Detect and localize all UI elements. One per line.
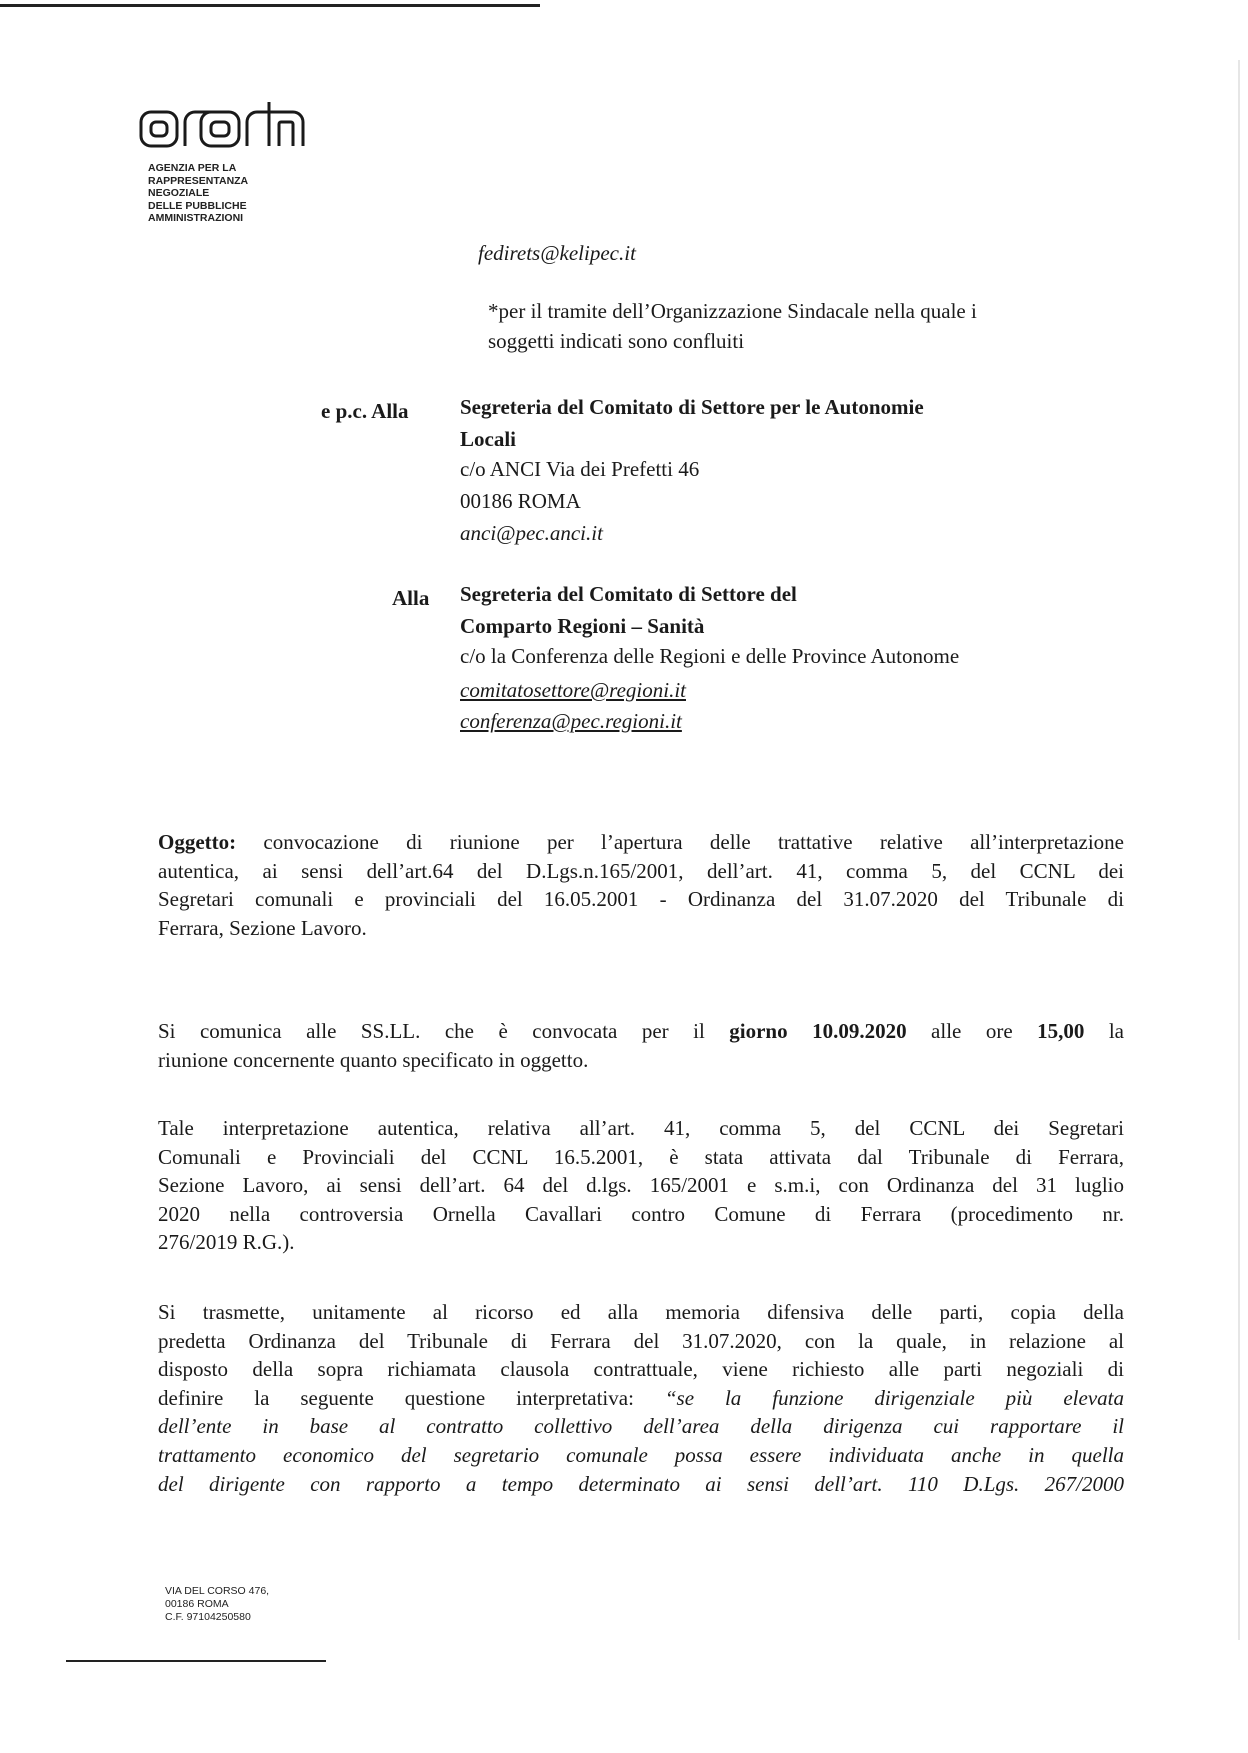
para3-text: definire la seguente questione interpretativa: [158, 1385, 665, 1410]
footer-address [165, 1585, 269, 1624]
quoted-question: “se la funzione dirigenziale più elevata [664, 1385, 1124, 1410]
logo-text: aran [224, 148, 226, 149]
agency-line: RAPPRESENTANZA [148, 174, 249, 187]
epc-label: e p.c. Alla [321, 399, 409, 423]
para1-text: Si comunica alle SS.LL. che è convocata per il [158, 1019, 730, 1043]
note-line: *per il tramite dell’Organizzazione Sindacale nella quale i [488, 299, 977, 323]
para2-text: 276/2019 R.G.). [158, 1230, 295, 1255]
footer-line: VIA DEL CORSO 476, [165, 1585, 270, 1597]
para2-text: Sezione Lavoro, ai sensi dell’art. 64 del d.lgs. 165/2001 e s.m.i, con Ordinanza del 31 luglio [158, 1173, 1124, 1198]
meeting-time: 15,00 [1037, 1019, 1085, 1043]
aran-logo [139, 98, 309, 150]
scan-edge [1238, 60, 1240, 1640]
note-line: soggetti indicati sono confluiti [488, 329, 745, 353]
para3-text: predetta Ordinanza del Tribunale di Ferrara del 31.07.2020, con la quale, in relazione al [158, 1328, 1124, 1353]
para3-text: Si trasmette, unitamente al ricorso ed alla memoria difensiva delle parti, copia della [158, 1300, 1124, 1324]
subject-paragraph [158, 828, 1124, 942]
subject-label: Oggetto: [158, 830, 237, 854]
subject-text: Segretari comunali e provinciali del 16.05.2001 - Ordinanza del 31.07.2020 del Tribunale di [158, 887, 1124, 912]
quoted-question: trattamento economico del segretario comunale possa essere individuata anche in quella [158, 1442, 1124, 1467]
recipient2-title: Segreteria del Comitato di Settore del [460, 582, 797, 606]
recipient1-title: Segreteria del Comitato di Settore per le Autonomie [460, 395, 924, 419]
alla-label: Alla [392, 586, 430, 610]
recipient1-address: c/o ANCI Via dei Prefetti 46 [460, 457, 700, 481]
meeting-date: giorno 10.09.2020 [729, 1019, 907, 1043]
agency-line: AGENZIA PER LA [148, 162, 237, 174]
para2-text: Tale interpretazione autentica, relativa all’art. 41, comma 5, del CCNL dei Segretari [158, 1116, 1124, 1140]
footer-line: 00186 ROMA [165, 1598, 229, 1610]
para2-text: 2020 nella controversia Ornella Cavallari contro Comune di Ferrara (procedimento nr. [158, 1201, 1124, 1226]
quoted-question: del dirigente con rapporto a tempo determinato ai sensi dell’art. 110 D.Lgs. 267/2000 [158, 1471, 1124, 1496]
para3-text: disposto della sopra richiamata clausola contrattuale, viene richiesto alle parti negoziali di [158, 1357, 1124, 1382]
top-rule [0, 4, 540, 7]
email-fedirets[interactable]: fedirets@kelipec.it [478, 241, 636, 265]
recipient2-title: Comparto Regioni – Sanità [460, 614, 705, 638]
body-paragraph-3 [158, 1298, 1124, 1498]
para1-text: riunione concernente quanto specificato in oggetto. [158, 1047, 589, 1072]
body-paragraph-1 [158, 1017, 1124, 1074]
agency-name [148, 162, 248, 225]
email-comitatosettore[interactable]: comitatosettore@regioni.it [460, 678, 686, 702]
recipient1-title: Locali [460, 427, 516, 451]
email-conferenza[interactable]: conferenza@pec.regioni.it [460, 709, 682, 733]
recipient1-city: 00186 ROMA [460, 489, 581, 513]
email-anci[interactable]: anci@pec.anci.it [460, 521, 603, 545]
agency-line: AMMINISTRAZIONI [148, 212, 244, 224]
agency-line: DELLE PUBBLICHE [148, 199, 247, 212]
subject-text: Ferrara, Sezione Lavoro. [158, 915, 367, 940]
agency-line: NEGOZIALE [148, 187, 210, 199]
footer-line: C.F. 97104250580 [165, 1611, 251, 1623]
bottom-rule [66, 1660, 326, 1662]
body-paragraph-2 [158, 1114, 1124, 1257]
subject-text: autentica, ai sensi dell’art.64 del D.Lgs.n.165/2001, dell’art. 41, comma 5, del CCNL dei [158, 858, 1124, 883]
recipient2-address: c/o la Conferenza delle Regioni e delle Province Autonome [460, 644, 960, 668]
subject-text: convocazione di riunione per l’apertura delle trattative relative all’interpretazione [236, 830, 1124, 854]
para1-text: alle ore [906, 1019, 1038, 1043]
quoted-question: dell’ente in base al contratto collettivo dell’area della dirigenza cui rapportare il [158, 1414, 1124, 1439]
para2-text: Comunali e Provinciali del CCNL 16.5.2001, è stata attivata dal Tribunale di Ferrara, [158, 1144, 1124, 1169]
para1-text: la [1084, 1019, 1124, 1043]
